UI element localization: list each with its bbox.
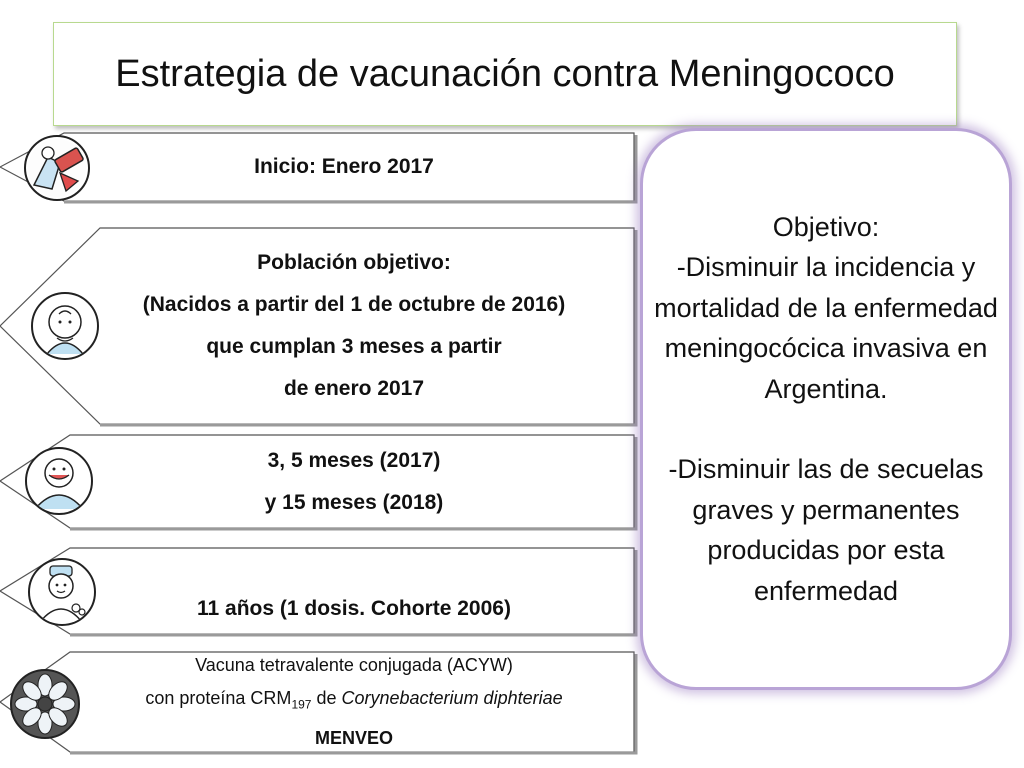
title-box [53,22,957,126]
poblacion-start: de enero 2017 [283,377,425,400]
page-title: Estrategia de vacunación contra Meningococo [115,52,895,95]
meningococcus-flower-icon [10,669,80,739]
poblacion-condition: que cumplan 3 meses a partir [206,335,502,358]
objective-heading: Objetivo: [772,211,880,242]
esquema-dose-2018: y 15 meses (2018) [264,490,444,514]
band-esquema [0,435,634,528]
vacuna-protein-pre: con proteína CRM [145,688,292,709]
vacuna-brand: MENVEO [314,727,393,748]
objective-point-incidence: -Disminuir la incidencia y mortalidad de la enfermedad meningocócica invasiva en Argentina. [654,252,998,404]
band-inicio [0,133,634,201]
objective-point-sequelae: -Disminuir las de secuelas graves y permanentes producidas por esta enfermedad [668,454,984,606]
band-vacuna [0,652,634,752]
poblacion-birth-range: (Nacidos a partir del 1 de octubre de 2016) [142,293,566,316]
vacuna-type: Vacuna tetravalente conjugada (ACYW) [195,655,513,676]
vacuna-protein-mid: de [311,688,342,709]
band-poblacion [0,228,634,424]
poblacion-heading: Población objetivo: [257,251,451,274]
vacuna-species: Corynebacterium diphteriae [341,688,563,709]
objective-text [643,207,1009,612]
vacuna-protein [145,682,562,722]
objective-panel [640,128,1012,690]
adolescentes-dose: 11 años (1 dosis. Cohorte 2006) [197,597,511,620]
vacuna-protein-sub: 197 [291,697,312,712]
band-adolescentes [0,548,634,634]
esquema-doses-2017: 3, 5 meses (2017) [267,448,441,472]
inicio-label: Inicio: Enero 2017 [254,155,434,178]
